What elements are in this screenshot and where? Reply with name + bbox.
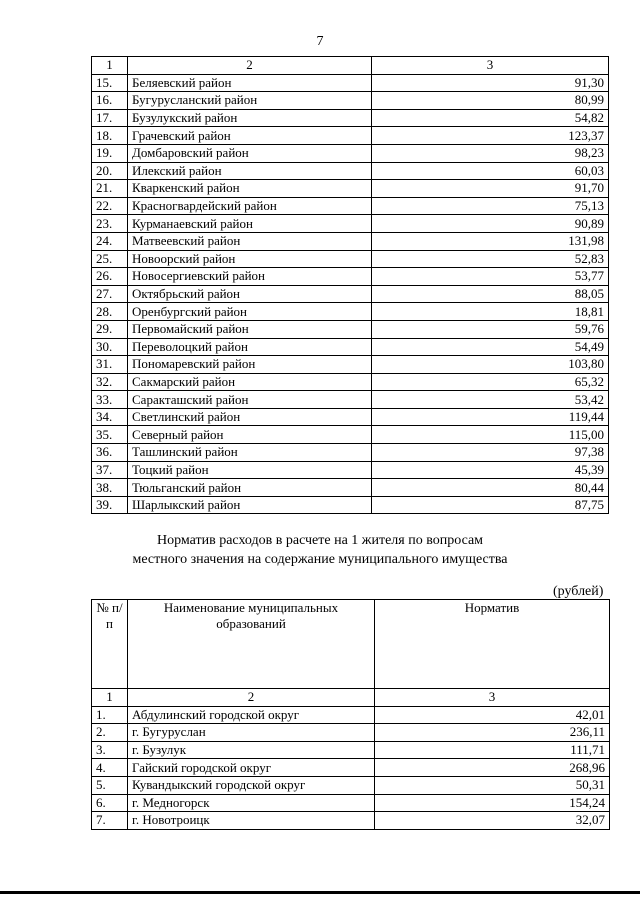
column-index-3: 3: [375, 689, 610, 707]
table-row: [92, 461, 609, 479]
row-value: 53,77: [372, 268, 609, 286]
row-name: Пономаревский район: [128, 356, 372, 374]
row-number: 26.: [92, 268, 128, 286]
row-name: г. Новотроицк: [128, 812, 375, 830]
table-row: [92, 109, 609, 127]
row-number: 2.: [92, 724, 128, 742]
row-name: Гайский городской округ: [128, 759, 375, 777]
table-row: [92, 215, 609, 233]
row-name: Кувандыкский городской округ: [128, 776, 375, 794]
row-number: 39.: [92, 496, 128, 514]
row-name: Илекский район: [128, 162, 372, 180]
column-index-1: 1: [92, 689, 128, 707]
row-number: 4.: [92, 759, 128, 777]
row-number: 22.: [92, 197, 128, 215]
row-name: Октябрьский район: [128, 285, 372, 303]
table-index-row: [92, 57, 609, 75]
row-value: 45,39: [372, 461, 609, 479]
row-value: 97,38: [372, 444, 609, 462]
row-name: Светлинский район: [128, 408, 372, 426]
row-name: Матвеевский район: [128, 232, 372, 250]
district-table: [91, 56, 609, 514]
table-row: [92, 144, 609, 162]
row-number: 24.: [92, 232, 128, 250]
page-number: 7: [316, 34, 324, 49]
row-name: Новоорский район: [128, 250, 372, 268]
row-number: 37.: [92, 461, 128, 479]
table-row: [92, 356, 609, 374]
table-row: [92, 338, 609, 356]
row-name: г. Медногорск: [128, 794, 375, 812]
row-name: Бузулукский район: [128, 109, 372, 127]
row-name: Кваркенский район: [128, 180, 372, 198]
table-row: [92, 373, 609, 391]
row-value: 80,44: [372, 479, 609, 497]
row-number: 19.: [92, 144, 128, 162]
table-row: [92, 776, 610, 794]
row-value: 154,24: [375, 794, 610, 812]
row-value: 111,71: [375, 741, 610, 759]
table-row: [92, 444, 609, 462]
row-number: 20.: [92, 162, 128, 180]
row-value: 75,13: [372, 197, 609, 215]
row-name: Ташлинский район: [128, 444, 372, 462]
row-number: 21.: [92, 180, 128, 198]
row-value: 53,42: [372, 391, 609, 409]
row-name: Оренбургский район: [128, 303, 372, 321]
row-name: Северный район: [128, 426, 372, 444]
row-value: 268,96: [375, 759, 610, 777]
row-value: 131,98: [372, 232, 609, 250]
table-row: [92, 426, 609, 444]
table-row: [92, 741, 610, 759]
row-name: Переволоцкий район: [128, 338, 372, 356]
row-name: Беляевский район: [128, 74, 372, 92]
table-row: [92, 180, 609, 198]
page-bottom-edge: [0, 891, 640, 894]
table-row: [92, 724, 610, 742]
row-value: 54,82: [372, 109, 609, 127]
row-value: 88,05: [372, 285, 609, 303]
row-name: Саракташский район: [128, 391, 372, 409]
table-row: [92, 479, 609, 497]
row-value: 54,49: [372, 338, 609, 356]
row-name: Первомайский район: [128, 320, 372, 338]
table-row: [92, 92, 609, 110]
municipal-table: [91, 599, 610, 830]
row-number: 6.: [92, 794, 128, 812]
row-name: Красногвардейский район: [128, 197, 372, 215]
row-value: 90,89: [372, 215, 609, 233]
row-value: 65,32: [372, 373, 609, 391]
row-value: 98,23: [372, 144, 609, 162]
header-name: Наименование муниципальных образований: [128, 600, 375, 689]
row-name: Курманаевский район: [128, 215, 372, 233]
row-value: 42,01: [375, 706, 610, 724]
row-value: 59,76: [372, 320, 609, 338]
table-row: [92, 706, 610, 724]
table-row: [92, 391, 609, 409]
row-number: 7.: [92, 812, 128, 830]
row-name: Сакмарский район: [128, 373, 372, 391]
row-name: Бугурусланский район: [128, 92, 372, 110]
column-index-2: 2: [128, 57, 372, 75]
row-number: 18.: [92, 127, 128, 145]
table-row: [92, 812, 610, 830]
row-name: Тоцкий район: [128, 461, 372, 479]
row-name: г. Бугуруслан: [128, 724, 375, 742]
row-value: 18,81: [372, 303, 609, 321]
row-value: 32,07: [375, 812, 610, 830]
row-value: 87,75: [372, 496, 609, 514]
row-name: Абдулинский городской округ: [128, 706, 375, 724]
row-number: 29.: [92, 320, 128, 338]
row-number: 30.: [92, 338, 128, 356]
row-number: 38.: [92, 479, 128, 497]
row-value: 80,99: [372, 92, 609, 110]
row-value: 236,11: [375, 724, 610, 742]
column-index-3: 3: [372, 57, 609, 75]
row-name: Шарлыкский район: [128, 496, 372, 514]
row-value: 50,31: [375, 776, 610, 794]
row-number: 36.: [92, 444, 128, 462]
table-row: [92, 408, 609, 426]
row-number: 15.: [92, 74, 128, 92]
table-row: [92, 197, 609, 215]
row-value: 119,44: [372, 408, 609, 426]
row-number: 32.: [92, 373, 128, 391]
table-row: [92, 794, 610, 812]
row-number: 33.: [92, 391, 128, 409]
table-row: [92, 127, 609, 145]
row-name: Грачевский район: [128, 127, 372, 145]
row-number: 23.: [92, 215, 128, 233]
row-name: Тюльганский район: [128, 479, 372, 497]
table-row: [92, 320, 609, 338]
table-row: [92, 285, 609, 303]
row-value: 91,70: [372, 180, 609, 198]
table-row: [92, 496, 609, 514]
unit-label: (рублей): [553, 584, 604, 599]
table-index-row: [92, 689, 610, 707]
row-value: 115,00: [372, 426, 609, 444]
row-number: 5.: [92, 776, 128, 794]
row-number: 3.: [92, 741, 128, 759]
column-index-2: 2: [128, 689, 375, 707]
row-number: 1.: [92, 706, 128, 724]
row-number: 34.: [92, 408, 128, 426]
header-norm: Норматив: [375, 600, 610, 689]
row-number: 28.: [92, 303, 128, 321]
row-number: 35.: [92, 426, 128, 444]
row-value: 91,30: [372, 74, 609, 92]
row-number: 25.: [92, 250, 128, 268]
row-value: 52,83: [372, 250, 609, 268]
row-number: 17.: [92, 109, 128, 127]
row-number: 27.: [92, 285, 128, 303]
row-value: 60,03: [372, 162, 609, 180]
column-index-1: 1: [92, 57, 128, 75]
row-value: 123,37: [372, 127, 609, 145]
row-number: 31.: [92, 356, 128, 374]
row-name: Новосергиевский район: [128, 268, 372, 286]
section-title-line-1: Норматив расходов в расчете на 1 жителя по вопросам: [156, 533, 484, 548]
table-row: [92, 162, 609, 180]
section-title-line-2: местного значения на содержание муниципального имущества: [132, 552, 508, 567]
table-row: [92, 268, 609, 286]
table-row: [92, 250, 609, 268]
table-row: [92, 303, 609, 321]
row-name: г. Бузулук: [128, 741, 375, 759]
row-number: 16.: [92, 92, 128, 110]
table-row: [92, 759, 610, 777]
table-row: [92, 232, 609, 250]
table-header-row: [92, 600, 610, 689]
row-name: Домбаровский район: [128, 144, 372, 162]
header-number: № п/п: [92, 600, 128, 689]
table-row: [92, 74, 609, 92]
row-value: 103,80: [372, 356, 609, 374]
